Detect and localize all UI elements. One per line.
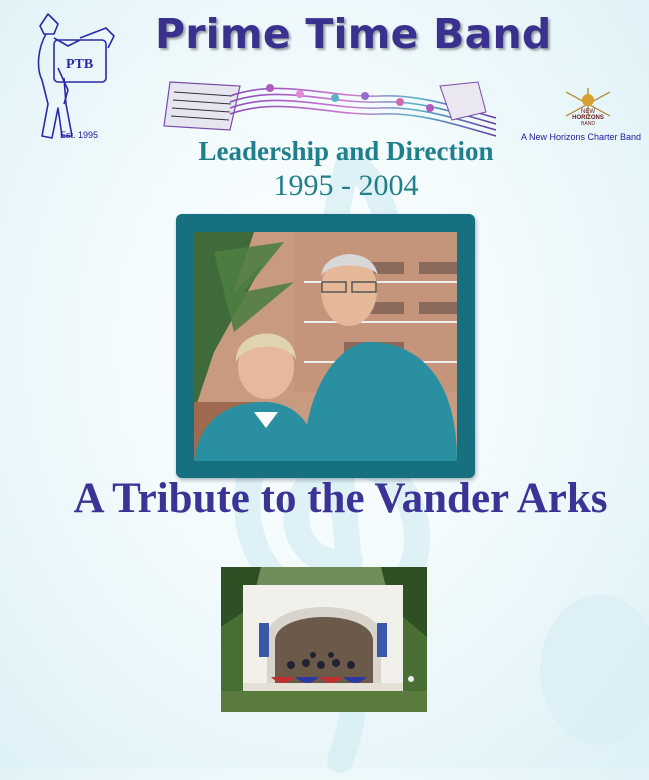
leadership-subtitle: Leadership and Direction [198,136,494,166]
nh-logo-line-3: BAND [581,121,595,126]
tribute-heading: A Tribute to the Vander Arks [73,475,608,522]
ptb-logo-text: PTB [66,57,94,72]
portrait-photo [194,232,457,461]
nh-caption: A New Horizons Charter Band [521,132,642,142]
bandstand-photo [221,567,427,712]
nh-logo-line-2: HORIZONS [572,115,604,121]
new-horizons-logo [556,86,620,126]
years-range: 1995 - 2004 [273,169,419,202]
nh-logo-line-1: NEW [581,109,595,115]
band-title: Prime Time Band [155,10,552,58]
note-watermark [520,590,649,770]
est-label: Est. 1995 [60,130,99,140]
ptb-logo [28,8,118,143]
portrait-frame [176,214,475,478]
music-staff-art [160,68,500,140]
